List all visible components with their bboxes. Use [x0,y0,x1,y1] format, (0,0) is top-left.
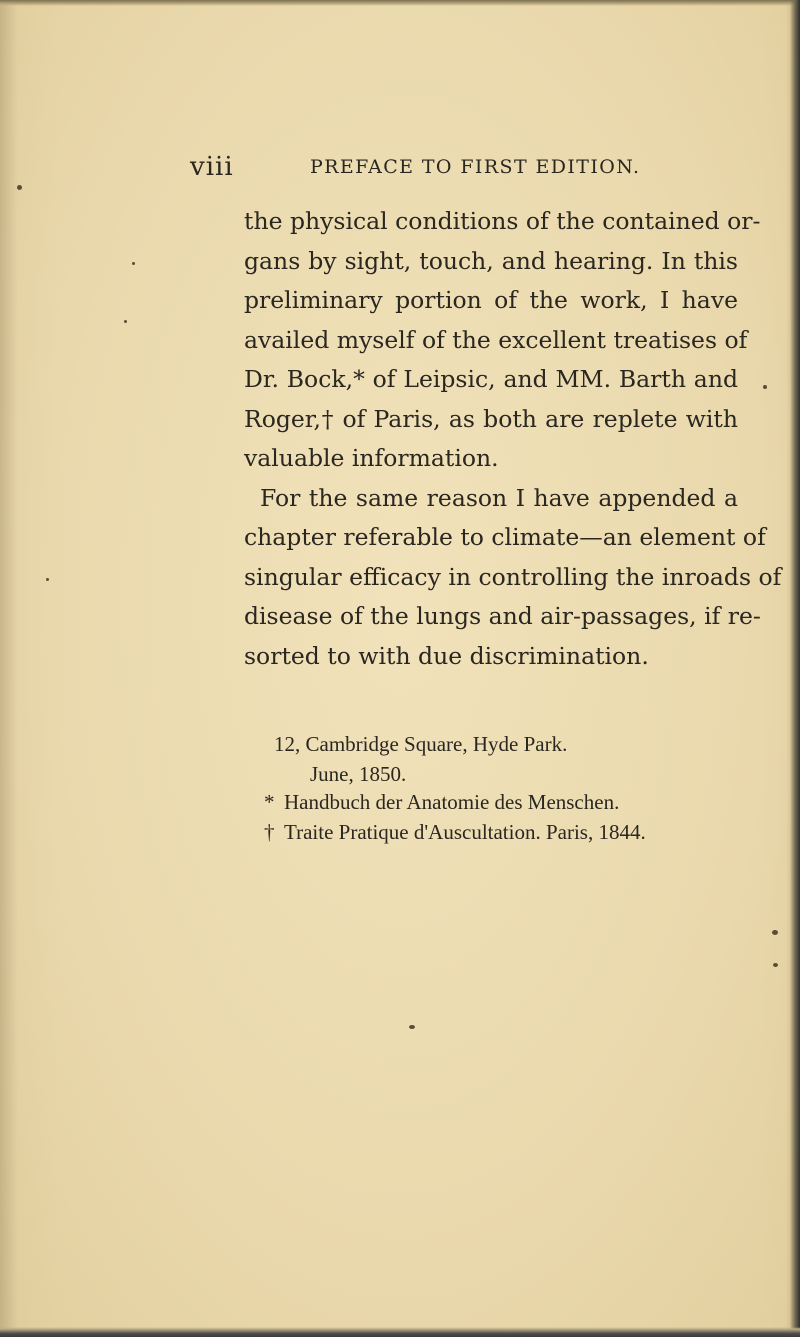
text-line: availed myself of the excellent treatises of [244,325,748,354]
footnote-mark: † [264,820,275,844]
text-line: For the same reason I have appended a [260,483,738,512]
text-line: valuable information. [244,444,499,472]
paper-speck [773,963,778,967]
page-number: viii [190,152,234,182]
paper-speck [46,578,49,581]
page-top-edge [0,0,800,6]
text-line: Roger,† of Paris, as both are replete with [244,404,738,433]
address: 12, Cambridge Square, Hyde Park. [274,732,568,756]
footnote [264,818,646,846]
footnote [264,788,619,816]
paper-speck [17,185,22,190]
running-head [190,152,750,186]
text-line: Dr. Bock,* of Leipsic, and MM. Barth and [244,365,738,393]
paper-speck [124,320,127,323]
paper-speck [763,385,767,389]
text-line: chapter referable to climate—an element of [244,523,766,551]
page-bottom-edge [0,1327,800,1337]
footnote-mark: * [264,790,275,814]
running-head-title: PREFACE TO FIRST EDITION. [310,156,641,178]
text-line: gans by sight, touch, and hearing. In this [244,246,738,275]
text-line: the physical conditions of the contained or- [244,207,761,235]
text-line: singular efficacy in controlling the inroads of [244,562,782,591]
text-line: sorted to with due discrimination. [244,641,649,670]
text-line: disease of the lungs and air-passages, if re- [244,602,761,630]
paper-speck [409,1025,415,1029]
footnote-text: Handbuch der Anatomie des Menschen. [284,790,620,814]
page-right-edge [790,0,800,1337]
date: June, 1850. [310,762,407,786]
footnote-text: Traite Pratique d'Auscultation. Paris, 1844. [284,820,646,844]
body-text [244,202,782,676]
text-line: preliminary portion of the work, I have [244,286,738,314]
paper-speck [772,930,778,935]
paper-speck [132,262,135,265]
